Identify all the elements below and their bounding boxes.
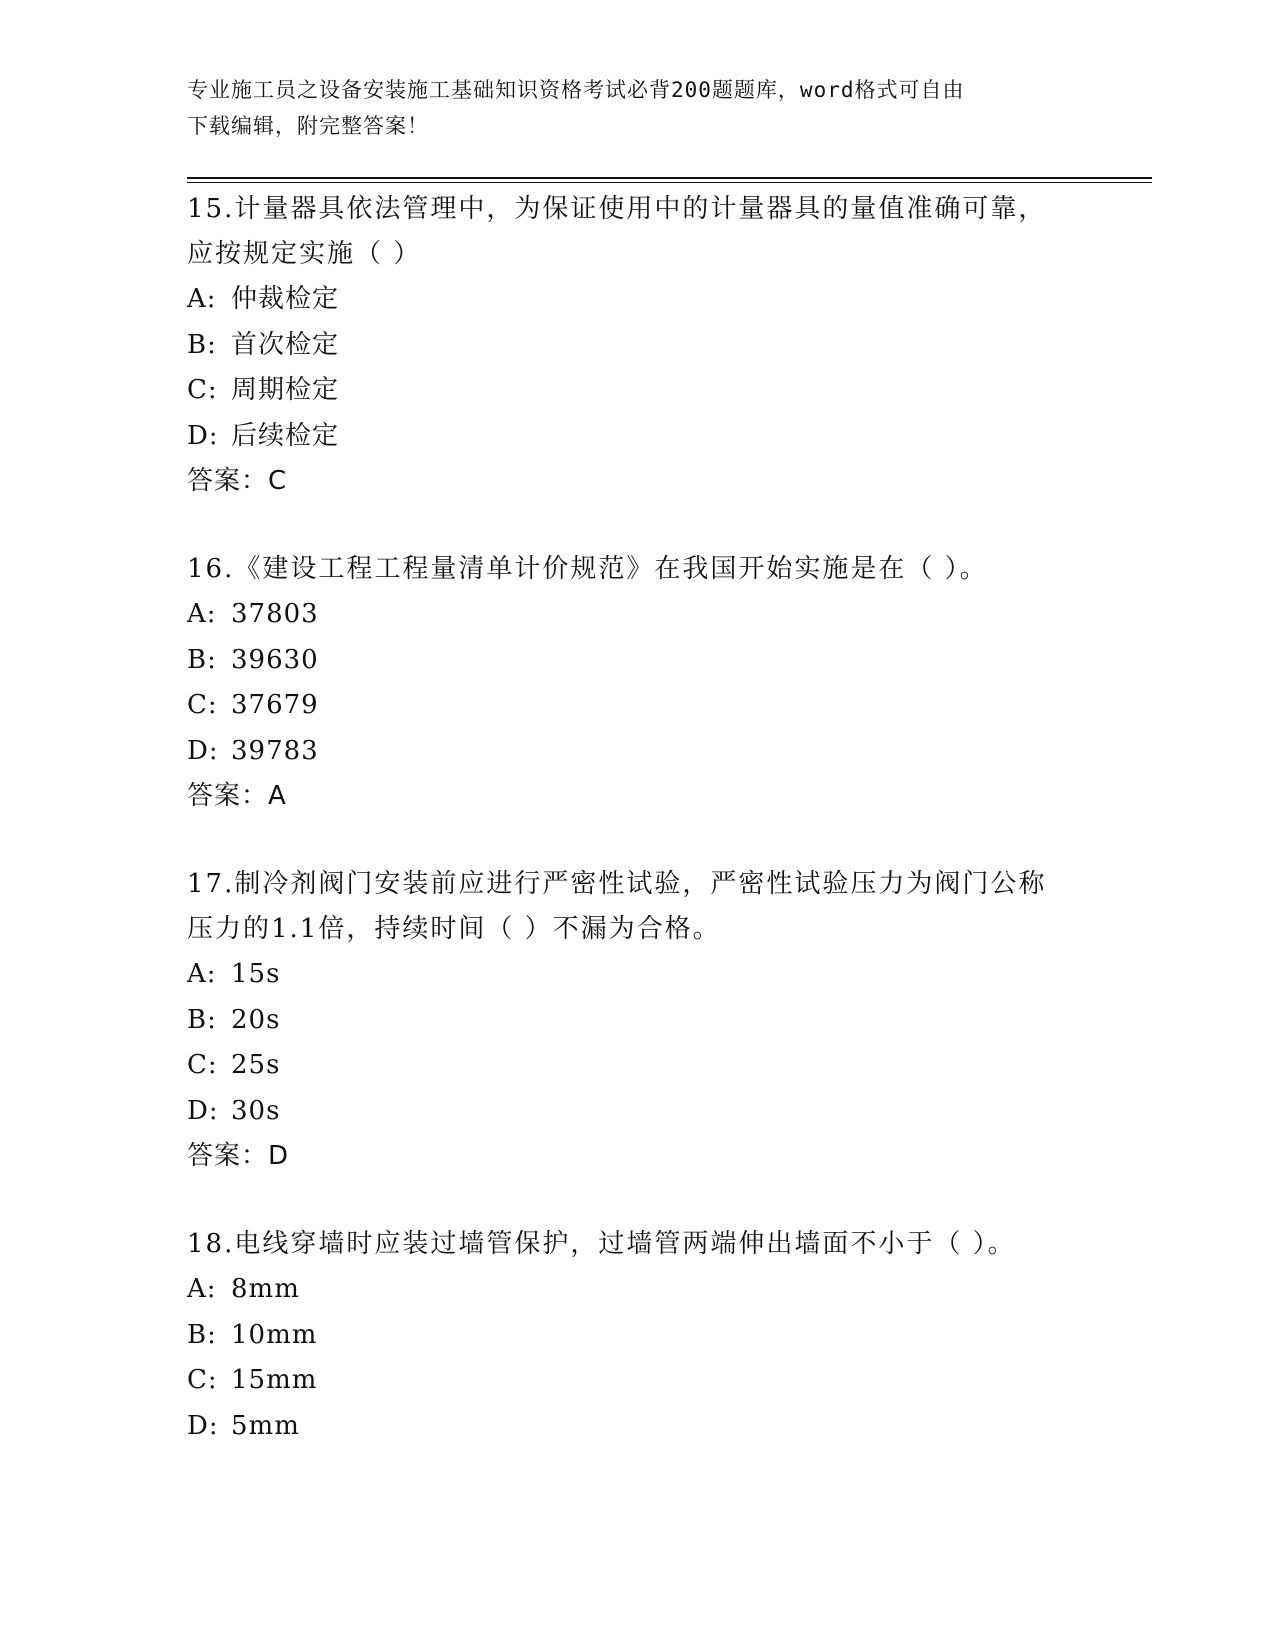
option-key: D: (187, 420, 219, 451)
option-text: 25s (231, 1050, 281, 1080)
option-d (187, 1089, 1087, 1135)
option-key: A: (187, 284, 217, 314)
option-b (187, 998, 1087, 1044)
option-d (187, 1404, 1087, 1450)
question-16 (187, 547, 1087, 819)
question-stem-line-2: 应按规定实施（ ） (187, 239, 422, 269)
option-key: A: (187, 1274, 217, 1304)
option-a (187, 1267, 1087, 1313)
option-a (187, 592, 1087, 638)
option-b (187, 1313, 1087, 1359)
option-text: 5mm (231, 1410, 300, 1441)
option-d (187, 414, 1087, 460)
option-c (187, 368, 1087, 414)
option-key: C: (187, 375, 218, 405)
option-key: A: (187, 599, 217, 629)
option-key: C: (187, 690, 218, 720)
option-key: D: (187, 1095, 219, 1126)
header-divider-thick (187, 177, 1152, 179)
option-text: 仲裁检定 (231, 284, 340, 314)
document-header (187, 72, 1067, 144)
option-a (187, 277, 1087, 323)
answer-label: 答案：D (187, 1141, 290, 1171)
option-text: 8mm (231, 1274, 300, 1304)
option-c (187, 1358, 1087, 1404)
option-text: 10mm (231, 1319, 318, 1350)
option-c (187, 1043, 1087, 1089)
option-key: B: (187, 1319, 217, 1350)
option-text: 39630 (231, 644, 319, 675)
answer-label: 答案：A (187, 781, 287, 811)
option-key: A: (187, 959, 217, 989)
option-key: C: (187, 1050, 218, 1080)
option-text: 首次检定 (231, 329, 340, 360)
option-text: 15mm (231, 1365, 318, 1395)
answer-label: 答案：C (187, 466, 288, 496)
question-15 (187, 187, 1087, 504)
question-18 (187, 1222, 1087, 1449)
option-text: 30s (231, 1095, 281, 1126)
header-divider-thin (187, 182, 1152, 183)
option-text: 20s (231, 1004, 281, 1035)
header-title-line-2: 下载编辑，附完整答案！ (187, 114, 429, 138)
option-key: B: (187, 329, 217, 360)
option-text: 37803 (231, 599, 319, 629)
question-17 (187, 862, 1087, 1179)
option-key: C: (187, 1365, 218, 1395)
option-key: D: (187, 735, 219, 766)
option-b (187, 638, 1087, 684)
question-stem-line-1: 16.《建设工程工程量清单计价规范》在我国开始实施是在（ ）。 (187, 554, 988, 584)
option-key: D: (187, 1410, 219, 1441)
question-stem-line-2: 压力的1.1倍，持续时间（ ）不漏为合格。 (187, 914, 721, 944)
option-text: 周期检定 (231, 375, 340, 405)
option-text: 39783 (231, 735, 319, 766)
question-stem-line-1: 17.制冷剂阀门安装前应进行严密性试验，严密性试验压力为阀门公称 (187, 869, 1047, 899)
option-d (187, 729, 1087, 775)
option-key: B: (187, 644, 217, 675)
option-a (187, 952, 1087, 998)
option-text: 后续检定 (231, 420, 340, 451)
option-c (187, 683, 1087, 729)
option-b (187, 323, 1087, 369)
option-text: 37679 (231, 690, 319, 720)
header-title-line-1: 专业施工员之设备安装施工基础知识资格考试必背200题题库，word格式可自由 (187, 78, 965, 102)
option-key: B: (187, 1004, 217, 1035)
question-stem-line-1: 15.计量器具依法管理中，为保证使用中的计量器具的量值准确可靠， (187, 194, 1047, 224)
option-text: 15s (231, 959, 281, 989)
question-stem-line-1: 18.电线穿墙时应装过墙管保护，过墙管两端伸出墙面不小于（ ）。 (187, 1229, 1016, 1259)
